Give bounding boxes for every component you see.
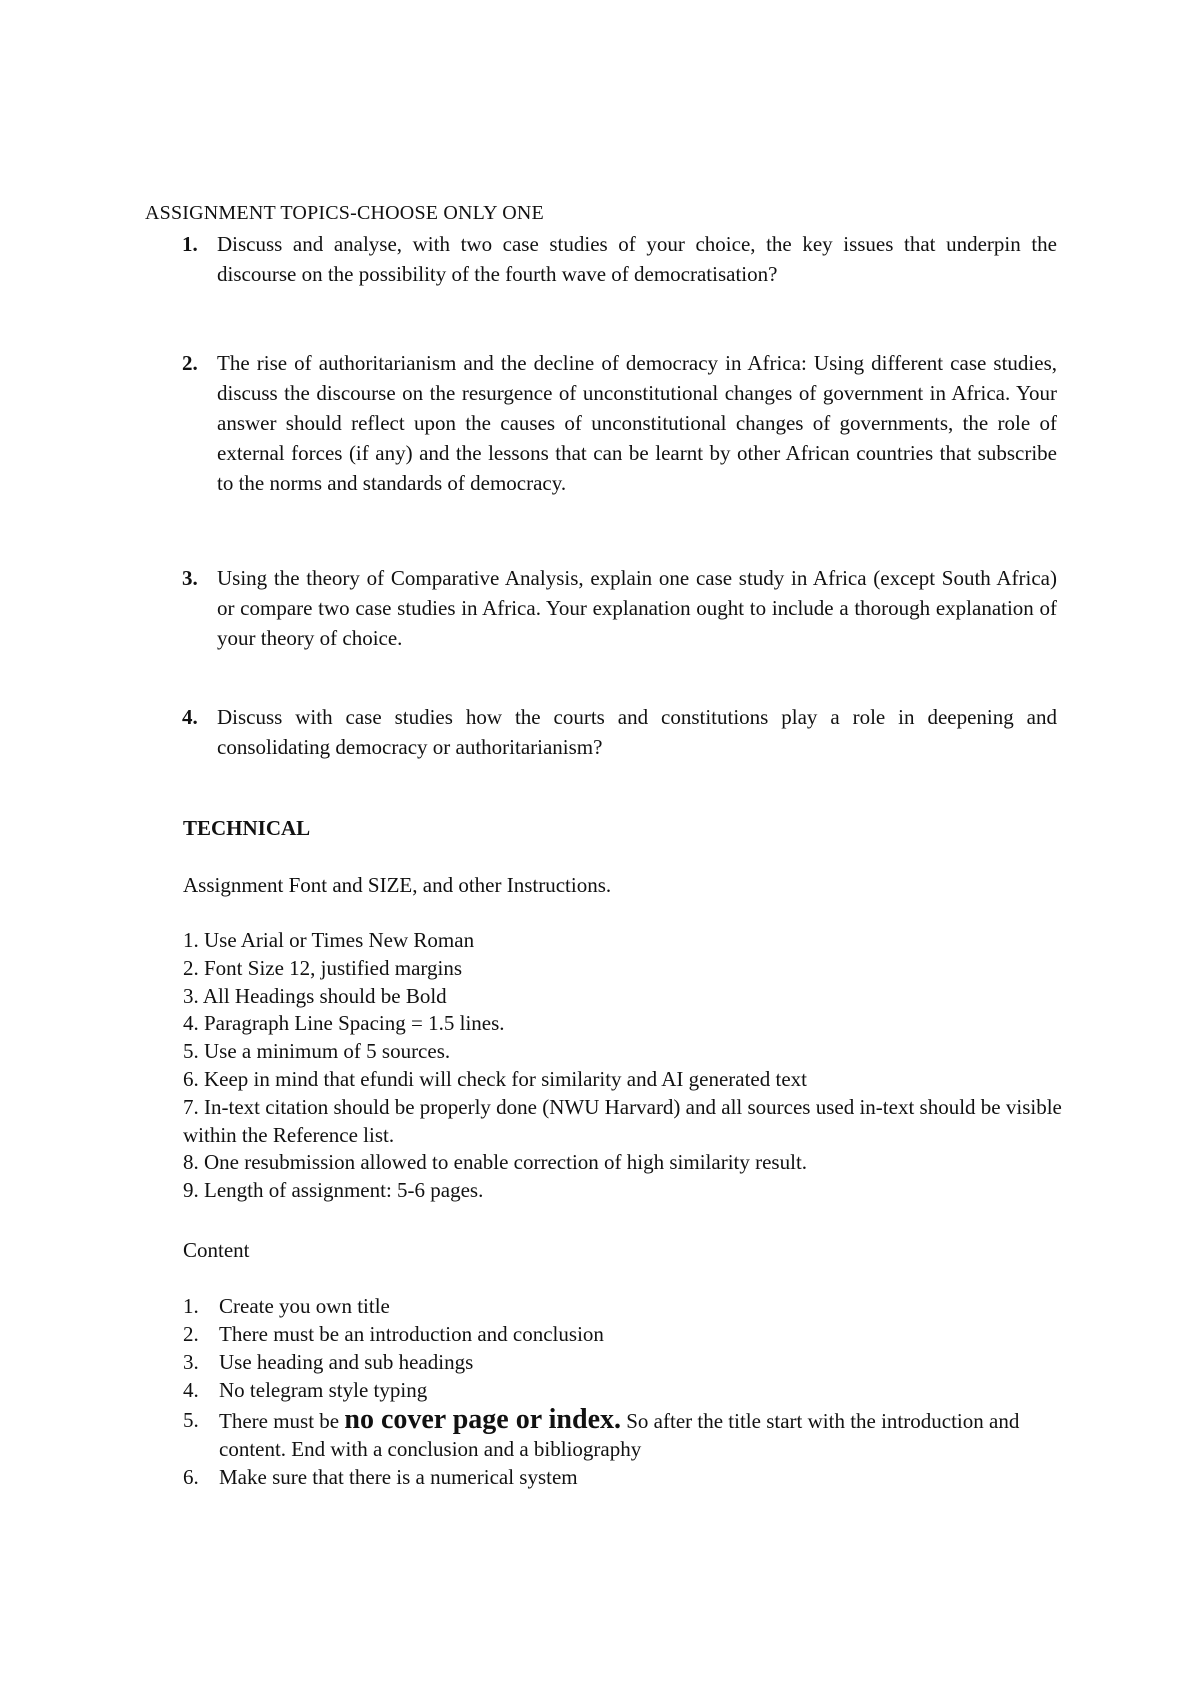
item-text: Make sure that there is a numerical system bbox=[219, 1465, 578, 1489]
emphasis-text: no cover page or index. bbox=[344, 1404, 621, 1435]
list-item: 6. Keep in mind that efundi will check for similarity and AI generated text bbox=[183, 1066, 807, 1091]
list-item: 1. Use Arial or Times New Roman bbox=[183, 928, 475, 952]
list-item bbox=[183, 1376, 1063, 1404]
item-number: 6. bbox=[183, 1465, 199, 1489]
topic-item bbox=[183, 348, 1057, 498]
topic-text: The rise of authoritarianism and the decline of democracy in Africa: Using different case studies, discuss the discourse on the resurgence of unconstitutional changes of government in Africa. Your answer should reflect upon the causes of unconstitutional changes of governments, the role of external forces (if any) and the lessons that can be learnt by other African countries that subscribe to the norms and standards of democracy. bbox=[217, 351, 1057, 495]
list-item: 7. In-text citation should be properly done (NWU Harvard) and all sources used in-text should be visible within the Reference list. bbox=[183, 1094, 1062, 1147]
technical-intro: Assignment Font and SIZE, and other Instructions. bbox=[183, 873, 612, 897]
list-item bbox=[183, 1320, 1063, 1348]
topic-number: 2. bbox=[182, 351, 198, 375]
content-list bbox=[183, 1292, 1063, 1491]
item-text: Use heading and sub headings bbox=[219, 1350, 474, 1374]
item-number: 3. bbox=[183, 1350, 199, 1374]
topic-text: Using the theory of Comparative Analysis, explain one case study in Africa (except South Africa) or compare two case studies in Africa. Your explanation ought to include a thorough explanation of your theory of choice. bbox=[217, 566, 1057, 650]
list-item: 3. All Headings should be Bold bbox=[183, 983, 447, 1008]
item-number: 5. bbox=[183, 1408, 199, 1432]
topic-number: 3. bbox=[182, 566, 198, 590]
item-text: No telegram style typing bbox=[219, 1378, 428, 1402]
item-number: 2. bbox=[183, 1322, 199, 1346]
list-item: 8. One resubmission allowed to enable correction of high similarity result. bbox=[183, 1150, 808, 1175]
list-item bbox=[183, 1406, 1063, 1463]
item-number: 4. bbox=[183, 1378, 199, 1402]
item-number: 1. bbox=[183, 1294, 199, 1318]
list-item: 9. Length of assignment: 5-6 pages. bbox=[183, 1178, 484, 1203]
list-item bbox=[183, 1463, 1063, 1491]
item-text-prefix: There must be bbox=[219, 1409, 345, 1433]
technical-instructions-list bbox=[183, 927, 1063, 1205]
topic-item bbox=[183, 702, 1057, 762]
list-item bbox=[183, 1348, 1063, 1376]
content-heading: Content bbox=[183, 1238, 250, 1262]
topic-text: Discuss and analyse, with two case studies of your choice, the key issues that underpin the discourse on the possibility of the fourth wave of democratisation? bbox=[217, 232, 1057, 286]
topic-number: 1. bbox=[182, 232, 198, 256]
list-item: 4. Paragraph Line Spacing = 1.5 lines. bbox=[183, 1011, 505, 1036]
item-text: There must be an introduction and conclusion bbox=[219, 1322, 604, 1346]
technical-heading: TECHNICAL bbox=[183, 816, 311, 840]
list-item: 2. Font Size 12, justified margins bbox=[183, 955, 463, 980]
list-item: 5. Use a minimum of 5 sources. bbox=[183, 1039, 451, 1064]
topic-number: 4. bbox=[182, 705, 198, 729]
item-text: Create you own title bbox=[219, 1294, 390, 1318]
item-text-suffix: So after the title start with the introduction and content. End with a conclusion and a bibliography bbox=[219, 1409, 1020, 1461]
topic-text: Discuss with case studies how the courts and constitutions play a role in deepening and consolidating democracy or authoritarianism? bbox=[217, 705, 1057, 759]
topic-item bbox=[183, 229, 1057, 289]
list-item bbox=[183, 1292, 1063, 1320]
topic-item bbox=[183, 563, 1057, 653]
assignment-topics-heading: ASSIGNMENT TOPICS-CHOOSE ONLY ONE bbox=[145, 202, 544, 224]
